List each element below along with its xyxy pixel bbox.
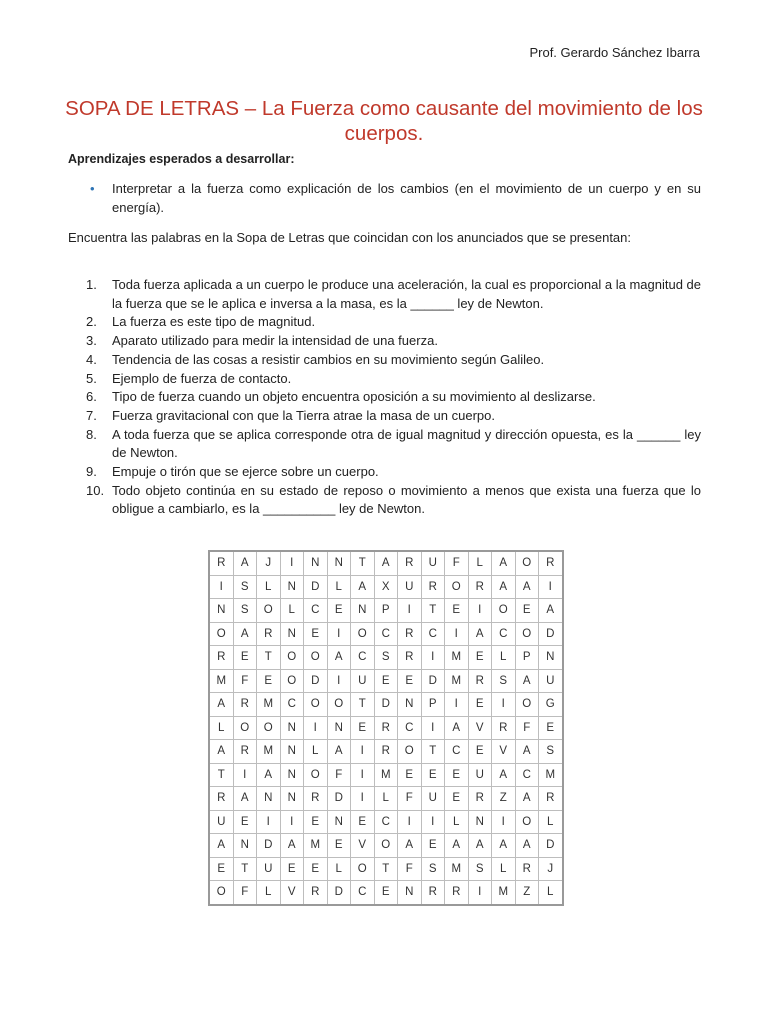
grid-cell[interactable]: L	[539, 810, 563, 834]
grid-cell[interactable]: M	[257, 693, 281, 717]
grid-cell[interactable]: A	[257, 763, 281, 787]
grid-cell[interactable]: M	[257, 740, 281, 764]
grid-cell[interactable]: I	[539, 575, 563, 599]
grid-cell[interactable]: O	[374, 834, 398, 858]
grid-cell[interactable]: L	[327, 857, 351, 881]
grid-cell[interactable]: E	[351, 716, 375, 740]
grid-cell[interactable]: F	[515, 716, 539, 740]
grid-cell[interactable]: S	[233, 599, 257, 623]
grid-cell[interactable]: I	[421, 646, 445, 670]
grid-cell[interactable]: F	[398, 787, 422, 811]
grid-cell[interactable]: J	[539, 857, 563, 881]
grid-cell[interactable]: C	[374, 810, 398, 834]
grid-cell[interactable]: I	[492, 810, 516, 834]
grid-cell[interactable]: A	[492, 763, 516, 787]
grid-cell[interactable]: I	[468, 599, 492, 623]
grid-cell[interactable]: E	[374, 881, 398, 905]
grid-cell[interactable]: J	[257, 551, 281, 575]
question-number: 7.	[86, 407, 97, 423]
grid-cell[interactable]: T	[421, 599, 445, 623]
grid-cell[interactable]: A	[468, 622, 492, 646]
grid-cell[interactable]: A	[468, 834, 492, 858]
grid-cell[interactable]: L	[492, 646, 516, 670]
grid-cell[interactable]: R	[209, 646, 233, 670]
grid-cell[interactable]: I	[445, 622, 469, 646]
grid-cell[interactable]: V	[351, 834, 375, 858]
question-text: La fuerza es este tipo de magnitud.	[112, 314, 316, 330]
grid-cell[interactable]: F	[233, 669, 257, 693]
grid-cell[interactable]: M	[304, 834, 328, 858]
grid-row	[209, 857, 563, 881]
grid-cell[interactable]: O	[257, 716, 281, 740]
grid-cell[interactable]: E	[304, 857, 328, 881]
grid-cell[interactable]: U	[421, 787, 445, 811]
grid-cell[interactable]: I	[445, 693, 469, 717]
grid-cell[interactable]: L	[280, 599, 304, 623]
grid-cell[interactable]: E	[304, 810, 328, 834]
grid-cell[interactable]: O	[515, 622, 539, 646]
grid-cell[interactable]: C	[492, 622, 516, 646]
question-item	[68, 463, 701, 482]
grid-cell[interactable]: N	[327, 810, 351, 834]
grid-cell[interactable]: E	[209, 857, 233, 881]
grid-cell[interactable]: L	[468, 551, 492, 575]
grid-cell[interactable]: S	[421, 857, 445, 881]
grid-row	[209, 622, 563, 646]
grid-cell[interactable]: A	[492, 575, 516, 599]
grid-cell[interactable]: E	[468, 693, 492, 717]
grid-cell[interactable]: U	[351, 669, 375, 693]
grid-cell[interactable]: A	[233, 787, 257, 811]
grid-cell[interactable]: N	[539, 646, 563, 670]
grid-cell[interactable]: P	[374, 599, 398, 623]
grid-cell[interactable]: L	[304, 740, 328, 764]
learning-item	[68, 179, 701, 217]
grid-cell[interactable]: T	[257, 646, 281, 670]
question-item	[68, 388, 701, 407]
grid-cell[interactable]: L	[445, 810, 469, 834]
grid-row	[209, 551, 563, 575]
grid-cell[interactable]: S	[468, 857, 492, 881]
grid-cell[interactable]: E	[468, 740, 492, 764]
grid-cell[interactable]: C	[421, 622, 445, 646]
question-item	[68, 276, 701, 313]
grid-cell[interactable]: R	[468, 575, 492, 599]
grid-cell[interactable]: A	[492, 551, 516, 575]
grid-cell[interactable]: N	[351, 599, 375, 623]
grid-cell[interactable]: I	[398, 810, 422, 834]
question-text: Todo objeto continúa en su estado de reposo o movimiento a menos que exista una fuerza que lo obligue a cambiarlo, es la __________ ley de Newton.	[112, 482, 701, 517]
grid-cell[interactable]: L	[492, 857, 516, 881]
grid-row	[209, 740, 563, 764]
grid-cell[interactable]: R	[233, 693, 257, 717]
grid-row	[209, 716, 563, 740]
grid-cell[interactable]: A	[515, 575, 539, 599]
grid-cell[interactable]: A	[539, 599, 563, 623]
grid-cell[interactable]: E	[445, 787, 469, 811]
question-item	[68, 482, 701, 519]
grid-cell[interactable]: C	[374, 622, 398, 646]
instructions: Encuentra las palabras en la Sopa de Letras que coincidan con los anunciados que se presentan:	[68, 230, 631, 245]
grid-cell[interactable]: D	[327, 881, 351, 905]
grid-cell[interactable]: E	[539, 716, 563, 740]
grid-cell[interactable]: L	[374, 787, 398, 811]
question-number: 8.	[86, 426, 97, 442]
grid-cell[interactable]: D	[327, 787, 351, 811]
question-text: Tipo de fuerza cuando un objeto encuentra oposición a su movimiento al deslizarse.	[112, 389, 596, 405]
grid-cell[interactable]: R	[445, 881, 469, 905]
grid-cell[interactable]: T	[233, 857, 257, 881]
grid-cell[interactable]: R	[233, 740, 257, 764]
learning-list	[68, 179, 701, 217]
grid-cell[interactable]: O	[257, 599, 281, 623]
grid-cell[interactable]: O	[515, 810, 539, 834]
grid-cell[interactable]: R	[398, 622, 422, 646]
grid-cell[interactable]: R	[209, 551, 233, 575]
grid-cell[interactable]: O	[209, 881, 233, 905]
grid-cell[interactable]: I	[257, 810, 281, 834]
learning-item-text: Interpretar a la fuerza como explicación de los cambios (en el movimiento de un cuerpo y en su energía).	[112, 181, 701, 215]
author-name: Prof. Gerardo Sánchez Ibarra	[529, 45, 700, 60]
grid-cell[interactable]: T	[351, 551, 375, 575]
grid-cell[interactable]: A	[515, 669, 539, 693]
bullet-icon: •	[90, 181, 95, 196]
question-text: Toda fuerza aplicada a un cuerpo le produce una aceleración, la cual es proporcional a la magnitud de la fuerza que se le aplica e inversa a la masa, es la ______ ley de Newton.	[112, 277, 701, 311]
grid-cell[interactable]: C	[351, 881, 375, 905]
grid-cell[interactable]: R	[539, 551, 563, 575]
grid-cell[interactable]: R	[304, 881, 328, 905]
questions-list	[68, 276, 701, 519]
question-item	[68, 332, 701, 351]
grid-cell[interactable]: I	[327, 669, 351, 693]
grid-cell[interactable]: D	[421, 669, 445, 693]
grid-cell[interactable]: E	[421, 763, 445, 787]
grid-cell[interactable]: P	[421, 693, 445, 717]
grid-cell[interactable]: E	[398, 669, 422, 693]
grid-cell[interactable]: O	[351, 622, 375, 646]
grid-cell[interactable]: N	[327, 716, 351, 740]
grid-cell[interactable]: M	[445, 646, 469, 670]
grid-cell[interactable]: Z	[492, 787, 516, 811]
grid-cell[interactable]: E	[398, 763, 422, 787]
grid-cell[interactable]: D	[304, 575, 328, 599]
grid-cell[interactable]: O	[515, 693, 539, 717]
grid-cell[interactable]: R	[398, 551, 422, 575]
grid-cell[interactable]: A	[515, 740, 539, 764]
question-number: 4.	[86, 351, 97, 367]
grid-cell[interactable]: O	[304, 763, 328, 787]
grid-cell[interactable]: R	[209, 787, 233, 811]
grid-cell[interactable]: N	[233, 834, 257, 858]
grid-cell[interactable]: O	[327, 693, 351, 717]
question-number: 2.	[86, 314, 97, 330]
grid-cell[interactable]: N	[280, 716, 304, 740]
grid-cell[interactable]: C	[351, 646, 375, 670]
question-number: 1.	[86, 277, 97, 292]
question-item	[68, 313, 701, 332]
grid-cell[interactable]: U	[539, 669, 563, 693]
worksheet-title: SOPA DE LETRAS – La Fuerza como causante del movimiento de los cuerpos.	[65, 97, 703, 145]
grid-cell[interactable]: N	[257, 787, 281, 811]
grid-cell[interactable]: A	[280, 834, 304, 858]
grid-cell[interactable]: T	[209, 763, 233, 787]
grid-cell[interactable]: R	[304, 787, 328, 811]
grid-cell[interactable]: N	[280, 787, 304, 811]
grid-cell[interactable]: U	[398, 575, 422, 599]
grid-cell[interactable]: E	[327, 599, 351, 623]
grid-cell[interactable]: A	[327, 646, 351, 670]
question-text: Fuerza gravitacional con que la Tierra atrae la masa de un cuerpo.	[112, 407, 495, 423]
grid-cell[interactable]: A	[398, 834, 422, 858]
grid-cell[interactable]: E	[327, 834, 351, 858]
grid-cell[interactable]: R	[468, 787, 492, 811]
learning-heading: Aprendizajes esperados a desarrollar:	[68, 152, 295, 166]
grid-cell[interactable]: L	[257, 881, 281, 905]
grid-cell[interactable]: E	[515, 599, 539, 623]
grid-cell[interactable]: I	[280, 551, 304, 575]
question-item	[68, 407, 701, 426]
grid-cell[interactable]: A	[445, 716, 469, 740]
grid-cell[interactable]: I	[351, 787, 375, 811]
grid-row	[209, 810, 563, 834]
grid-cell[interactable]: O	[515, 551, 539, 575]
question-text: Empuje o tirón que se ejerce sobre un cuerpo.	[112, 464, 379, 480]
grid-cell[interactable]: O	[209, 622, 233, 646]
grid-cell[interactable]: O	[445, 575, 469, 599]
grid-row	[209, 693, 563, 717]
word-search-grid	[208, 550, 564, 906]
question-number: 9.	[86, 464, 97, 480]
grid-cell[interactable]: I	[351, 763, 375, 787]
grid-cell[interactable]: D	[539, 834, 563, 858]
question-number: 6.	[86, 389, 97, 405]
grid-cell[interactable]: C	[445, 740, 469, 764]
grid-cell[interactable]: S	[233, 575, 257, 599]
grid-cell[interactable]: N	[209, 599, 233, 623]
grid-cell[interactable]: O	[280, 646, 304, 670]
grid-cell[interactable]: C	[304, 599, 328, 623]
grid-cell[interactable]: A	[492, 834, 516, 858]
grid-cell[interactable]: E	[280, 857, 304, 881]
grid-cell[interactable]: D	[257, 834, 281, 858]
grid-cell[interactable]: Z	[515, 881, 539, 905]
grid-cell[interactable]: R	[515, 857, 539, 881]
grid-cell[interactable]: I	[233, 763, 257, 787]
grid-cell[interactable]: N	[280, 740, 304, 764]
grid-cell[interactable]: O	[492, 599, 516, 623]
grid-cell[interactable]: A	[515, 834, 539, 858]
grid-cell[interactable]: E	[445, 599, 469, 623]
question-number: 3.	[86, 333, 97, 349]
question-text: Aparato utilizado para medir la intensidad de una fuerza.	[112, 333, 438, 349]
question-item	[68, 351, 701, 370]
grid-cell[interactable]: E	[445, 763, 469, 787]
grid-cell[interactable]: U	[257, 857, 281, 881]
grid-cell[interactable]: F	[445, 551, 469, 575]
grid-cell[interactable]: N	[280, 575, 304, 599]
grid-cell[interactable]: V	[492, 740, 516, 764]
grid-row	[209, 669, 563, 693]
question-number: 5.	[86, 370, 97, 386]
grid-cell[interactable]: R	[539, 787, 563, 811]
question-text: Tendencia de las cosas a resistir cambios en su movimiento según Galileo.	[112, 351, 545, 367]
grid-row	[209, 881, 563, 905]
grid-cell[interactable]: F	[398, 857, 422, 881]
grid-cell[interactable]: F	[327, 763, 351, 787]
grid-cell[interactable]: X	[374, 575, 398, 599]
grid-cell[interactable]: I	[492, 693, 516, 717]
grid-cell[interactable]: I	[327, 622, 351, 646]
grid-cell[interactable]: U	[209, 810, 233, 834]
grid-cell[interactable]: R	[398, 646, 422, 670]
grid-cell[interactable]: N	[280, 622, 304, 646]
grid-cell[interactable]: N	[398, 693, 422, 717]
grid-cell[interactable]: I	[280, 810, 304, 834]
grid-cell[interactable]: O	[304, 646, 328, 670]
grid-cell[interactable]: R	[374, 740, 398, 764]
grid-row	[209, 599, 563, 623]
grid-cell[interactable]: R	[492, 716, 516, 740]
grid-cell[interactable]: A	[515, 787, 539, 811]
grid-cell[interactable]: S	[492, 669, 516, 693]
grid-cell[interactable]: D	[304, 669, 328, 693]
grid-cell[interactable]: M	[374, 763, 398, 787]
question-number: 10.	[86, 482, 105, 498]
grid-cell[interactable]: N	[304, 551, 328, 575]
grid-cell[interactable]: G	[539, 693, 563, 717]
question-item	[68, 426, 701, 463]
grid-row	[209, 787, 563, 811]
grid-cell[interactable]: C	[515, 763, 539, 787]
grid-cell[interactable]: R	[468, 669, 492, 693]
grid-cell[interactable]: N	[280, 763, 304, 787]
grid-cell[interactable]: A	[209, 693, 233, 717]
grid-cell[interactable]: L	[539, 881, 563, 905]
grid-cell[interactable]: V	[280, 881, 304, 905]
grid-cell[interactable]: I	[209, 575, 233, 599]
grid-cell[interactable]: U	[468, 763, 492, 787]
grid-cell[interactable]: I	[468, 881, 492, 905]
grid-cell[interactable]: E	[257, 669, 281, 693]
grid-cell[interactable]: O	[233, 716, 257, 740]
grid-cell[interactable]: R	[257, 622, 281, 646]
grid-cell[interactable]: E	[233, 646, 257, 670]
grid-cell[interactable]: A	[351, 575, 375, 599]
grid-cell[interactable]: M	[445, 857, 469, 881]
grid-cell[interactable]: I	[351, 740, 375, 764]
grid-cell[interactable]: E	[421, 834, 445, 858]
question-item	[68, 370, 701, 389]
grid-cell[interactable]: L	[257, 575, 281, 599]
grid-cell[interactable]: T	[421, 740, 445, 764]
grid-cell[interactable]: I	[421, 810, 445, 834]
grid-row	[209, 575, 563, 599]
grid-cell[interactable]: D	[539, 622, 563, 646]
grid-cell[interactable]: A	[233, 622, 257, 646]
grid-cell[interactable]: T	[351, 693, 375, 717]
grid-cell[interactable]: O	[351, 857, 375, 881]
grid-cell[interactable]: L	[327, 575, 351, 599]
grid-cell[interactable]: C	[280, 693, 304, 717]
grid-cell[interactable]: E	[304, 622, 328, 646]
grid-cell[interactable]: M	[492, 881, 516, 905]
grid-cell[interactable]: O	[304, 693, 328, 717]
grid-cell[interactable]: O	[398, 740, 422, 764]
grid-cell[interactable]: A	[209, 740, 233, 764]
grid-cell[interactable]: S	[539, 740, 563, 764]
grid-cell[interactable]: A	[327, 740, 351, 764]
grid-cell[interactable]: I	[398, 599, 422, 623]
grid-cell[interactable]: M	[445, 669, 469, 693]
grid-cell[interactable]: N	[398, 881, 422, 905]
grid-cell[interactable]: D	[374, 693, 398, 717]
grid-cell[interactable]: U	[421, 551, 445, 575]
grid-cell[interactable]: E	[351, 810, 375, 834]
grid-cell[interactable]: R	[374, 716, 398, 740]
grid-cell[interactable]: C	[398, 716, 422, 740]
grid-cell[interactable]: R	[421, 575, 445, 599]
grid-cell[interactable]: A	[374, 551, 398, 575]
grid-cell[interactable]: P	[515, 646, 539, 670]
grid-cell[interactable]: A	[445, 834, 469, 858]
grid-row	[209, 646, 563, 670]
grid-cell[interactable]: N	[468, 810, 492, 834]
grid-cell[interactable]: T	[374, 857, 398, 881]
grid-cell[interactable]: V	[468, 716, 492, 740]
grid-cell[interactable]: A	[209, 834, 233, 858]
grid-row	[209, 834, 563, 858]
grid-cell[interactable]: E	[233, 810, 257, 834]
grid-cell[interactable]: F	[233, 881, 257, 905]
question-text: Ejemplo de fuerza de contacto.	[112, 370, 292, 386]
grid-cell[interactable]: E	[468, 646, 492, 670]
question-text: A toda fuerza que se aplica corresponde otra de igual magnitud y dirección opuesta, es la ______ ley de Newton.	[112, 426, 701, 461]
grid-cell[interactable]: S	[374, 646, 398, 670]
grid-row	[209, 763, 563, 787]
grid-cell[interactable]: I	[304, 716, 328, 740]
grid-cell[interactable]: R	[421, 881, 445, 905]
grid-cell[interactable]: A	[233, 551, 257, 575]
grid-cell[interactable]: M	[539, 763, 563, 787]
grid-cell[interactable]: O	[280, 669, 304, 693]
grid-cell[interactable]: I	[421, 716, 445, 740]
grid-cell[interactable]: M	[209, 669, 233, 693]
grid-cell[interactable]: E	[374, 669, 398, 693]
grid-cell[interactable]: N	[327, 551, 351, 575]
grid-cell[interactable]: L	[209, 716, 233, 740]
